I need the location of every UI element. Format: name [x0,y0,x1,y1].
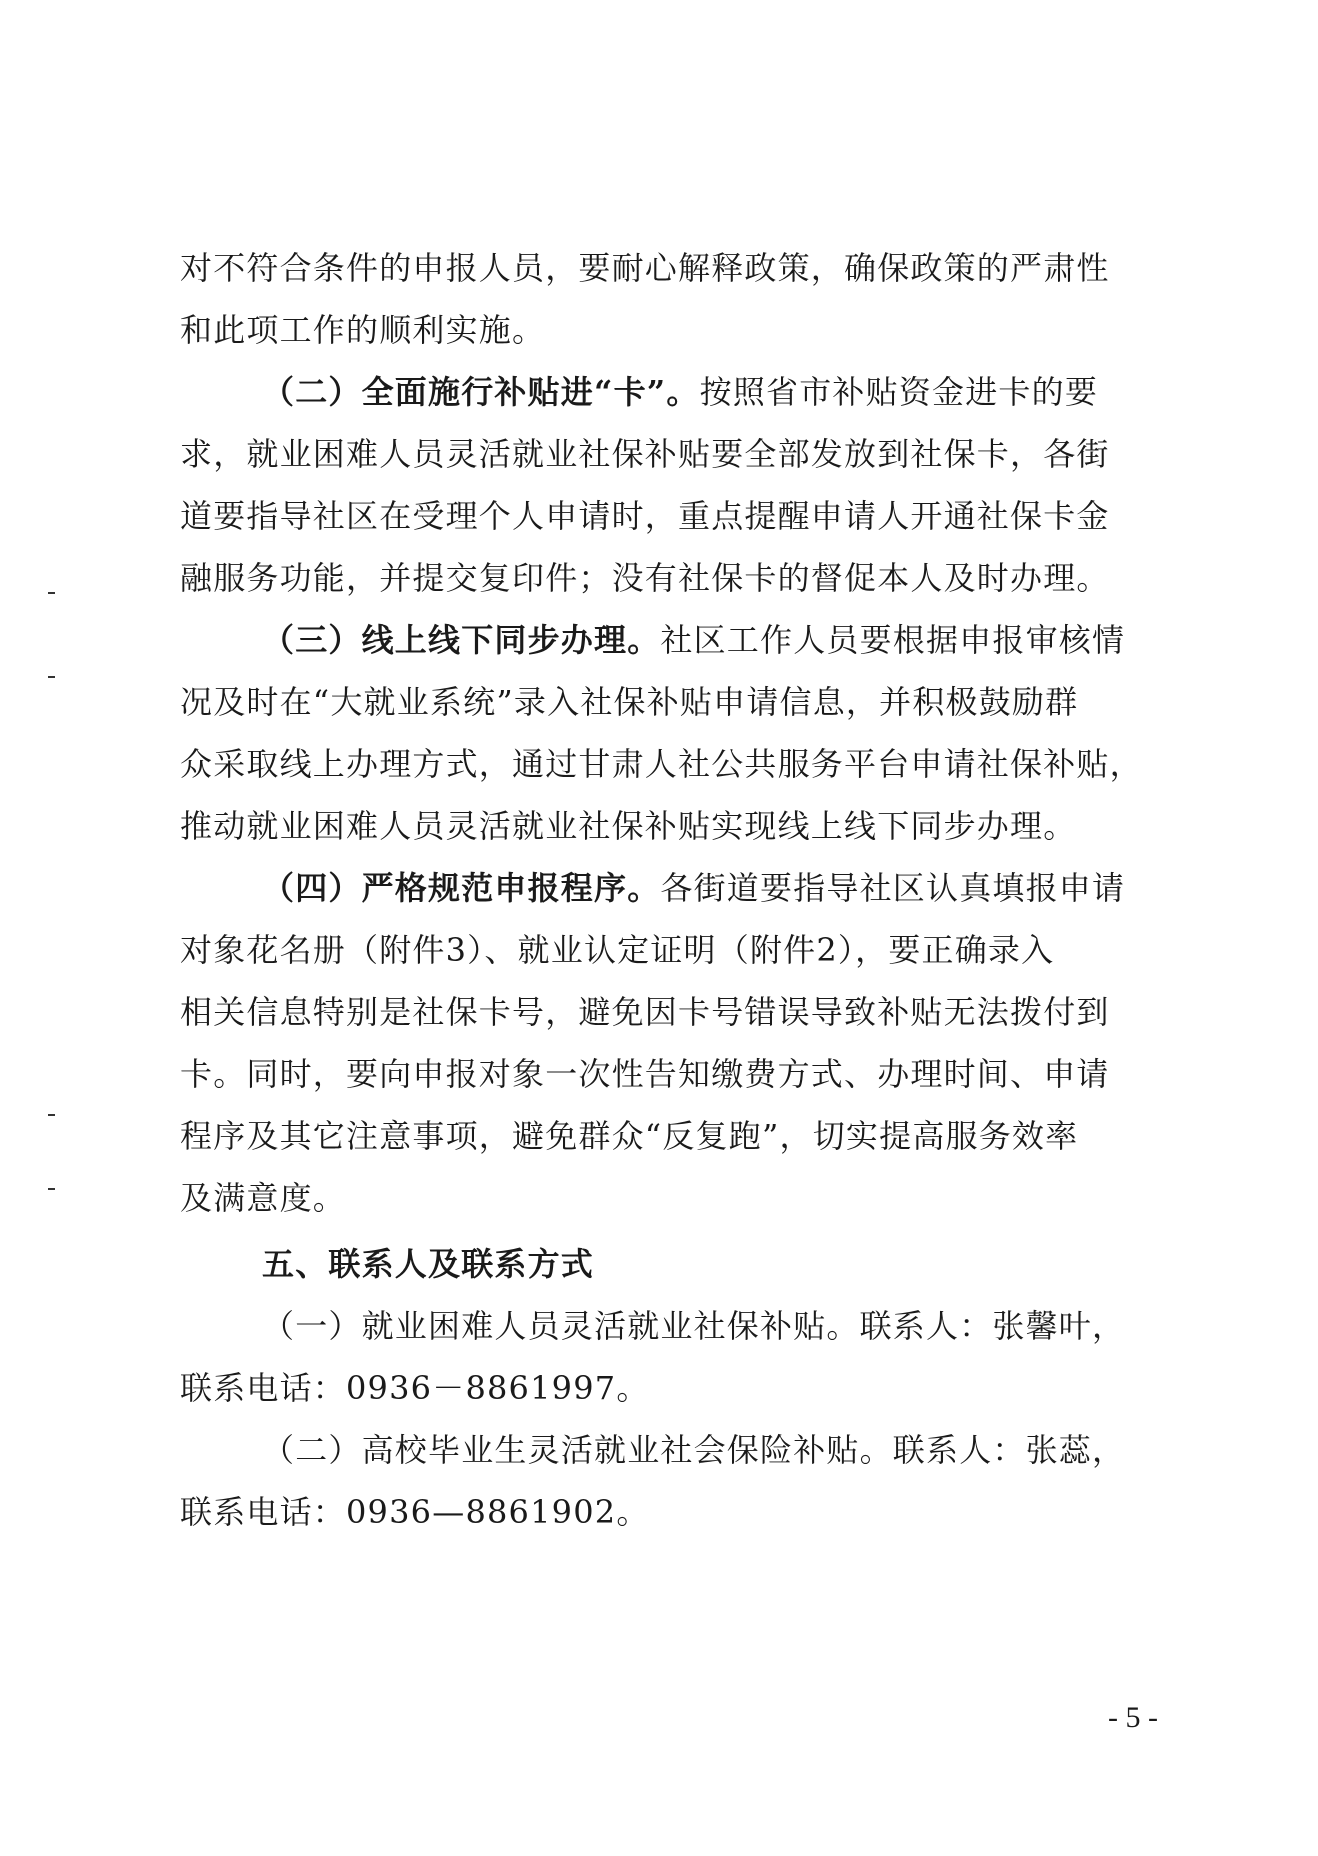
text-line [0,868,1318,908]
text-segment: 推动就业困难人员灵活就业社保补贴实现线上线下同步办理。 [180,807,1077,845]
text-line [0,806,1318,846]
text-segment: 众采取线上办理方式，通过甘肃人社公共服务平台申请社保补贴， [180,745,1143,783]
text-segment: 各街道要指导社区认真填报申请 [660,869,1126,907]
text-segment: （二）高校毕业生灵活就业社会保险补贴。联系人：张蕊， [262,1431,1126,1469]
text-line [0,372,1318,412]
text-segment: 按照省市补贴资金进卡的要 [699,373,1099,411]
text-segment: 社区工作人员要根据申报审核情 [660,621,1126,659]
text-segment: 道要指导社区在受理个人申请时，重点提醒申请人开通社保卡金 [180,497,1110,535]
text-segment: 卡。同时，要向申报对象一次性告知缴费方式、办理时间、申请 [180,1055,1110,1093]
text-line [0,1116,1318,1156]
bold-text-segment: 五、联系人及联系方式 [262,1245,595,1283]
text-line [0,1244,1318,1284]
text-line [0,744,1318,784]
text-line [0,930,1318,970]
text-line [0,248,1318,288]
text-segment: 对象花名册（附件3）、就业认定证明（附件2），要正确录入 [180,931,1055,969]
text-segment: 联系电话：0936－8861997。 [180,1369,650,1407]
text-line [0,434,1318,474]
text-segment: 求，就业困难人员灵活就业社保补贴要全部发放到社保卡，各街 [180,435,1110,473]
page-number: - 5 - [1108,1701,1158,1734]
text-line [0,620,1318,660]
bold-text-segment: （二）全面施行补贴进“卡”。 [262,373,700,411]
text-segment: 相关信息特别是社保卡号，避免因卡号错误导致补贴无法拨付到 [180,993,1110,1031]
text-line [0,1178,1318,1218]
text-segment: 程序及其它注意事项，避免群众“反复跑”，切实提高服务效率 [180,1117,1079,1155]
text-segment: 对不符合条件的申报人员，要耐心解释政策，确保政策的严肃性 [180,249,1110,287]
text-line [0,1492,1318,1532]
text-segment: （一）就业困难人员灵活就业社保补贴。联系人：张馨叶， [262,1307,1126,1345]
margin-mark [48,676,55,678]
text-segment: 联系电话：0936—8861902。 [180,1493,650,1531]
text-line [0,310,1318,350]
text-line [0,1306,1318,1346]
text-line [0,1430,1318,1470]
text-line [0,1054,1318,1094]
text-segment: 和此项工作的顺利实施。 [180,311,546,349]
text-line [0,558,1318,598]
text-line [0,992,1318,1032]
bold-text-segment: （四）严格规范申报程序。 [262,869,661,907]
text-line [0,682,1318,722]
text-segment: 况及时在“大就业系统”录入社保补贴申请信息，并积极鼓励群 [180,683,1079,721]
text-line [0,496,1318,536]
text-segment: 及满意度。 [180,1179,347,1217]
bold-text-segment: （三）线上线下同步办理。 [262,621,661,659]
text-segment: 融服务功能，并提交复印件；没有社保卡的督促本人及时办理。 [180,559,1110,597]
text-line [0,1368,1318,1408]
